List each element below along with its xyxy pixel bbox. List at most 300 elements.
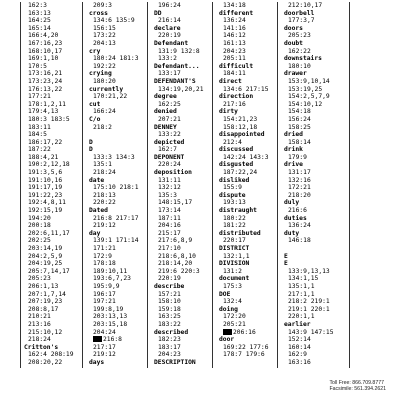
entry-text: 146:18 — [288, 237, 311, 245]
entry-text: 203:14,19 — [28, 245, 63, 252]
page-line-ref — [87, 169, 147, 177]
entry-text: 206:1,13 — [28, 282, 59, 290]
entry-text: C/o — [89, 115, 101, 123]
index-column-2 — [87, 2, 148, 368]
page-line-ref — [152, 184, 212, 192]
entry-text: DESCRIPTION — [154, 358, 196, 366]
page-line-ref — [282, 291, 342, 299]
index-term — [282, 40, 342, 48]
entry-text: 189:10,11 — [93, 267, 128, 275]
index-term — [282, 146, 342, 154]
index-term — [282, 70, 342, 78]
page-line-ref — [22, 48, 82, 56]
page-line-ref — [87, 291, 147, 299]
entry-text: DOE — [219, 290, 231, 298]
entry-text: 133:2 — [158, 55, 177, 63]
entry-text: 133:3 134:3 — [93, 153, 135, 161]
page-line-ref — [282, 245, 342, 253]
entry-text: day — [89, 229, 101, 237]
page-line-ref — [282, 108, 342, 116]
index-term — [152, 283, 212, 291]
entry-text: DEPONENT — [154, 153, 185, 161]
page-line-ref — [152, 55, 212, 63]
entry-text: crying — [89, 70, 112, 78]
page-line-ref — [87, 336, 147, 344]
entry-text: dispute — [219, 191, 246, 199]
page-line-ref — [217, 313, 277, 321]
page-line-ref — [282, 101, 342, 109]
entry-text: 153:19,25 — [288, 85, 323, 93]
page-line-ref — [87, 184, 147, 192]
page-line-ref — [87, 253, 147, 261]
entry-text: distraught — [219, 207, 257, 215]
page-line-ref — [152, 192, 212, 200]
index-term — [87, 177, 147, 185]
entry-text: door — [219, 336, 235, 344]
page-line-ref — [217, 154, 277, 162]
entry-text: DD — [154, 9, 162, 17]
page-line-ref — [217, 48, 277, 56]
entry-text: 204:23 — [223, 47, 246, 55]
entry-text: 183:11 — [28, 123, 51, 131]
entry-text: 188:4,21 — [28, 153, 59, 161]
page-line-ref — [22, 131, 82, 139]
index-term — [217, 177, 277, 185]
page-line-ref — [152, 116, 212, 124]
index-term — [22, 344, 82, 352]
entry-text: 135:3 — [158, 191, 177, 199]
entry-text: 220:17 — [223, 237, 246, 245]
index-term — [217, 78, 277, 86]
entry-text: currently — [89, 85, 124, 93]
page-line-ref — [152, 313, 212, 321]
page-line-ref — [282, 313, 342, 321]
page-line-ref — [87, 108, 147, 116]
index-term — [87, 10, 147, 18]
entry-text: 156:15 — [93, 24, 116, 32]
page-line-ref — [282, 359, 342, 367]
index-term — [217, 161, 277, 169]
page-line-ref — [217, 32, 277, 40]
entry-text: 217:6,8,9 — [158, 237, 193, 245]
page-line-ref — [87, 215, 147, 223]
entry-text: 162:3 — [28, 2, 47, 9]
entry-text: 170:5 — [28, 62, 47, 70]
entry-text: 177:21 — [28, 93, 51, 101]
page-line-ref — [22, 93, 82, 101]
entry-text: 194:20 — [28, 214, 51, 222]
entry-text: 204:2,5,9 — [28, 252, 63, 260]
index-term — [152, 139, 212, 147]
entry-text: 134:6 217:15 — [223, 85, 269, 93]
entry-text: 196:24 — [158, 2, 181, 9]
page-line-ref — [87, 245, 147, 253]
page-line-ref — [152, 275, 212, 283]
entry-text: 216:14 — [158, 17, 181, 25]
entry-text: 220:19 — [158, 32, 181, 40]
entry-text: 217:1,1 — [288, 290, 315, 298]
entry-text: 134:1,15 — [288, 275, 319, 283]
index-term — [217, 230, 277, 238]
page-line-ref — [282, 192, 342, 200]
page-line-ref — [87, 268, 147, 276]
page-line-ref — [282, 207, 342, 215]
entry-text: drive — [284, 161, 303, 169]
page-line-ref — [217, 351, 277, 359]
entry-text: cut — [89, 100, 101, 108]
index-term — [217, 306, 277, 314]
page-line-ref — [152, 321, 212, 329]
entry-text: 164:25 — [28, 17, 51, 25]
entry-text: 216:6 — [288, 207, 307, 215]
page-line-ref — [152, 146, 212, 154]
entry-text: 178:7 179:6 — [223, 351, 265, 359]
page-line-ref — [152, 351, 212, 359]
entry-text: duties — [284, 214, 307, 222]
page-line-ref — [217, 344, 277, 352]
page-line-ref — [22, 351, 82, 359]
page-line-ref — [22, 215, 82, 223]
entry-text: 165:14 — [28, 24, 51, 32]
entry-text: drawer — [284, 70, 307, 78]
page-line-ref — [152, 207, 212, 215]
page-line-ref — [217, 40, 277, 48]
entry-text: DENNEY — [154, 123, 177, 131]
index-column-3 — [152, 2, 213, 368]
index-term — [152, 154, 212, 162]
index-term — [152, 78, 212, 86]
entry-text: doorbell — [284, 9, 315, 17]
index-term — [282, 161, 342, 169]
index-column-5 — [282, 2, 342, 368]
entry-text: 178:18 — [93, 260, 116, 268]
entry-text: days — [89, 358, 105, 366]
index-term — [282, 215, 342, 223]
entry-text: duty — [284, 229, 300, 237]
entry-text: dirty — [219, 108, 238, 116]
entry-text: 158:25 — [288, 123, 311, 131]
index-term — [152, 63, 212, 71]
index-term — [152, 10, 212, 18]
entry-text: 166:4,20 — [28, 32, 59, 40]
index-term — [282, 230, 342, 238]
page-line-ref — [152, 199, 212, 207]
entry-text: 157:21 — [158, 290, 181, 298]
entry-text: 162:22 — [288, 47, 311, 55]
index-term — [217, 291, 277, 299]
entry-text: 135:1,1 — [288, 282, 315, 290]
page-line-ref — [152, 222, 212, 230]
entry-text: 173:16,21 — [28, 70, 63, 78]
entry-text: Dated — [89, 207, 108, 215]
entry-text: 220:1,1 — [288, 313, 315, 321]
entry-text: 180:10 — [288, 62, 311, 70]
index-term — [282, 321, 342, 329]
index-term — [282, 10, 342, 18]
entry-text: 162:7 — [158, 146, 177, 154]
entry-text: 134:18 — [223, 2, 246, 9]
page-line-ref — [22, 124, 82, 132]
entry-text: direct — [219, 77, 242, 85]
page-line-ref — [22, 245, 82, 253]
page-line-ref — [87, 192, 147, 200]
entry-text: 155:9 — [223, 184, 242, 192]
entry-text: 193:13 — [223, 199, 246, 207]
page-line-ref — [282, 237, 342, 245]
entry-text: different — [219, 9, 254, 17]
page-line-ref — [152, 237, 212, 245]
page-line-ref — [22, 298, 82, 306]
entry-text: 152:14 — [288, 336, 311, 344]
entry-text: 219:6 220:3 — [158, 267, 200, 275]
page-line-ref — [22, 86, 82, 94]
entry-text: doubt — [284, 39, 303, 47]
page-line-ref — [87, 154, 147, 162]
page-line-ref — [282, 32, 342, 40]
page-line-ref — [87, 283, 147, 291]
page-line-ref — [152, 17, 212, 25]
entry-text: 220:22 — [93, 199, 116, 207]
page-line-ref — [282, 268, 342, 276]
entry-text: 154:18 — [288, 108, 311, 116]
entry-text: 191:22,23 — [28, 191, 63, 199]
index-term — [87, 207, 147, 215]
entry-text: 203:13,13 — [93, 313, 128, 321]
page-line-ref — [282, 17, 342, 25]
entry-text: 182:23 — [158, 336, 181, 344]
index-term — [87, 116, 147, 124]
entry-text: 190:2,12,18 — [28, 161, 70, 169]
page-line-ref — [22, 260, 82, 268]
page-line-ref — [22, 40, 82, 48]
page-line-ref — [282, 283, 342, 291]
index-term — [152, 124, 212, 132]
entry-text: 191:17,19 — [28, 184, 63, 192]
entry-text: 204:13 — [93, 39, 116, 47]
entry-text: 206:16 — [233, 328, 256, 336]
page-line-ref — [22, 222, 82, 230]
page-line-ref — [282, 169, 342, 177]
page-line-ref — [87, 306, 147, 314]
page-line-ref — [152, 32, 212, 40]
page-line-ref — [152, 161, 212, 169]
page-line-ref — [152, 215, 212, 223]
entry-text: 219:12 — [93, 222, 116, 230]
entry-text: 207:19,23 — [28, 298, 63, 306]
entry-text: duly — [284, 199, 300, 207]
index-term — [217, 192, 277, 200]
entry-text: 218:13 — [93, 191, 116, 199]
entry-text: 139:1 171:14 — [93, 237, 139, 245]
page-line-ref — [282, 177, 342, 185]
entry-text: 207:1,7,14 — [28, 290, 66, 298]
entry-text: denied — [154, 108, 177, 116]
entry-text: 218:14,20 — [158, 260, 193, 268]
page-line-ref — [217, 268, 277, 276]
page-line-ref — [152, 245, 212, 253]
page-line-ref — [282, 2, 342, 10]
entry-text: 183:17 — [158, 343, 181, 351]
page-line-ref — [152, 268, 212, 276]
page-line-ref — [152, 86, 212, 94]
entry-text: doors — [284, 24, 303, 32]
page-line-ref — [152, 230, 212, 238]
index-term — [87, 101, 147, 109]
entry-text: 218:24 — [28, 336, 51, 344]
index-term — [217, 336, 277, 344]
entry-text: 218:6,8,10 — [158, 252, 196, 260]
entry-text: disappointed — [219, 131, 265, 139]
entry-text: 133:9,13,13 — [288, 267, 330, 275]
page-line-ref — [87, 32, 147, 40]
entry-text: 187:22,24 — [223, 169, 258, 177]
entry-text: 208:8,17 — [28, 305, 59, 313]
entry-text: 184:11 — [223, 70, 246, 78]
entry-text: 159:18 — [158, 305, 181, 313]
entry-text: 218:2 219:1 — [288, 298, 330, 306]
entry-text: 209:3 — [93, 2, 112, 9]
page-line-ref — [87, 237, 147, 245]
entry-text: 180:22 — [223, 214, 246, 222]
entry-text: 217:16 — [223, 100, 246, 108]
page-line-ref — [282, 298, 342, 306]
entry-text: 178:1,2,11 — [28, 100, 66, 108]
entry-text: 132:12 — [158, 184, 181, 192]
entry-text: describe — [154, 282, 185, 290]
page-line-ref — [217, 139, 277, 147]
entry-text: 212:10,17 — [288, 2, 323, 9]
entry-text: 204:19,25 — [28, 260, 63, 268]
index-term — [282, 55, 342, 63]
entry-text: degree — [154, 93, 177, 101]
page-line-ref — [22, 336, 82, 344]
entry-text: 163:25 — [158, 313, 181, 321]
entry-text: 218:20 — [288, 191, 311, 199]
redaction-mark — [93, 336, 102, 342]
page-line-ref — [22, 78, 82, 86]
page-line-ref — [282, 275, 342, 283]
section-letter — [282, 253, 342, 261]
page-line-ref — [217, 124, 277, 132]
entry-text: 170:21,22 — [93, 93, 128, 101]
entry-text: 156:24 — [288, 115, 311, 123]
page-line-ref — [87, 260, 147, 268]
page-line-ref — [22, 32, 82, 40]
entry-text: 212:4 — [223, 138, 242, 146]
page-line-ref — [87, 40, 147, 48]
entry-text: 154:21,23 — [223, 115, 258, 123]
index-term — [217, 93, 277, 101]
entry-text: 173:23,24 — [28, 77, 63, 85]
entry-text: 134:6 135:9 — [93, 17, 135, 25]
page-line-ref — [217, 321, 277, 329]
entry-text: 133:22 — [158, 131, 181, 139]
index-term — [152, 93, 212, 101]
index-term — [217, 260, 277, 268]
page-line-ref — [22, 268, 82, 276]
entry-text: 143:9 147:15 — [288, 328, 334, 336]
entry-text: DIVISION — [219, 260, 250, 268]
page-line-ref — [22, 139, 82, 147]
entry-text: 154:2,5,7,9 — [288, 93, 330, 101]
entry-text: cry — [89, 47, 101, 55]
index-term — [282, 25, 342, 33]
entry-text: 187:22 — [28, 146, 51, 154]
entry-text: direction — [219, 93, 254, 101]
entry-text: 197:21 — [93, 298, 116, 306]
page-line-ref — [22, 146, 82, 154]
page-line-ref — [87, 298, 147, 306]
entry-text: 215:17 — [158, 229, 181, 237]
page-line-ref — [22, 237, 82, 245]
index-term — [282, 199, 342, 207]
page-line-ref — [217, 169, 277, 177]
entry-text: 169:1,10 — [28, 55, 59, 63]
entry-text: 192:15,19 — [28, 207, 63, 215]
entry-text: DISTRICT — [219, 245, 250, 252]
entry-text: 213:16 — [28, 320, 51, 328]
index-term — [217, 245, 277, 253]
entry-text: 218:2 — [93, 123, 112, 131]
page-line-ref — [282, 351, 342, 359]
page-line-ref — [217, 101, 277, 109]
entry-text: 163:16 — [288, 358, 311, 366]
page-line-ref — [217, 215, 277, 223]
page-line-ref — [87, 199, 147, 207]
page-line-ref — [87, 2, 147, 10]
entry-text: 217:10 — [158, 245, 181, 252]
entry-text: 172:20 — [223, 313, 246, 321]
index-term — [217, 131, 277, 139]
entry-text: 203:15,18 — [93, 320, 128, 328]
page-line-ref — [87, 25, 147, 33]
index-term — [217, 10, 277, 18]
page-line-ref — [87, 161, 147, 169]
page-line-ref — [152, 298, 212, 306]
entry-text: downstairs — [284, 55, 322, 63]
page-line-ref — [217, 359, 277, 367]
page-line-ref — [217, 184, 277, 192]
entry-text: Defendant — [154, 39, 189, 47]
index-term — [282, 131, 342, 139]
entry-text: disliked — [219, 176, 250, 184]
page-line-ref — [22, 10, 82, 18]
index-column-4 — [217, 2, 278, 368]
entry-text: E — [284, 252, 288, 260]
page-line-ref — [152, 253, 212, 261]
entry-text: E — [284, 260, 288, 268]
entry-text: 216:8 217:17 — [93, 214, 139, 222]
entry-text: drink — [284, 146, 303, 154]
entry-text: 191:10,16 — [28, 176, 63, 184]
page-line-ref — [217, 2, 277, 10]
entry-text: 216:8 — [103, 336, 122, 344]
page-line-ref — [22, 55, 82, 63]
page-line-ref — [87, 17, 147, 25]
index-term — [217, 146, 277, 154]
entry-text: 131:11 — [158, 176, 181, 184]
page-line-ref — [22, 63, 82, 71]
entry-text: distributed — [219, 229, 261, 237]
index-term — [87, 359, 147, 367]
page-line-ref — [282, 344, 342, 352]
page-line-ref — [282, 63, 342, 71]
index-term — [217, 108, 277, 116]
entry-text: Critton's — [24, 343, 59, 351]
page-line-ref — [22, 154, 82, 162]
index-term — [282, 260, 342, 268]
entry-text: 175:3 — [223, 282, 242, 290]
